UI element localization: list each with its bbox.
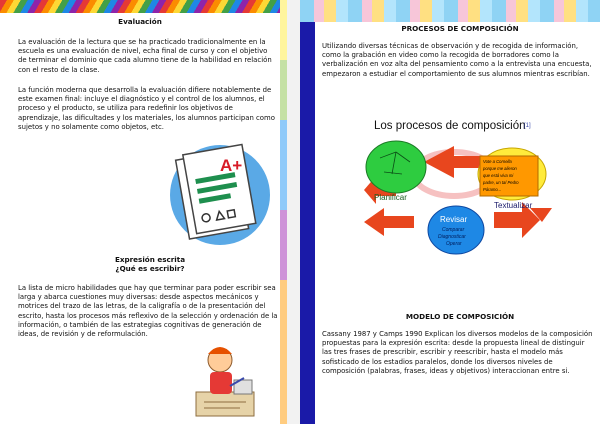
note-line: Vote a Cornella xyxy=(483,159,512,164)
section-title: Evaluación xyxy=(118,17,162,26)
arrow-icon xyxy=(364,208,414,236)
color-strip xyxy=(280,280,287,424)
note-line: padre, un tal Pedro xyxy=(483,180,519,185)
left-page xyxy=(0,0,287,424)
note-line: porque me alieron xyxy=(483,166,517,171)
rainbow-border xyxy=(0,0,287,13)
graded-exam-icon xyxy=(168,137,272,249)
revisar-step: Comparar xyxy=(442,227,465,233)
paragraph: Cassany 1987 y Camps 1990 Explican los diversos modelos de la composición propuestas para la expresión escrita: desde la propuesta lineal de distinguir las tres frases de prescribir, escribir y reescribir, hasta el modelo más sofisticado de los estadios paralelos, donde los diversos niveles de composición (palabras, frases, ideas y objetivos) interaccionan entre si. xyxy=(322,330,593,375)
diagram-title: Los procesos de composición xyxy=(374,120,526,132)
revisar-step: Diagnosticar xyxy=(438,234,466,240)
composition-process-diagram xyxy=(344,112,564,262)
paragraph: Utilizando diversas técnicas de observación y de recogida de información, como la grabación en video como la recogida de borradores como la verbalización en voz alta del pensamiento como a la entrevista una encuesta, empezaron a estudiar el comportamiento de sus alumnos mientras escribían. xyxy=(322,42,592,78)
diagram-ref: [1] xyxy=(524,123,531,129)
revisar-label: Revisar xyxy=(440,215,468,224)
color-strip xyxy=(280,210,287,280)
section-title: PROCESOS DE COMPOSICIÓN xyxy=(401,24,519,33)
color-strip xyxy=(280,60,287,120)
right-page xyxy=(300,0,600,424)
note-line: que está viva mi xyxy=(483,173,514,178)
arrow-icon xyxy=(424,146,484,178)
section-title: MODELO DE COMPOSICIÓN xyxy=(405,312,515,321)
writing-child-cartoon-icon xyxy=(190,342,262,420)
textualizar-label: Textualizar xyxy=(494,201,533,210)
color-strip xyxy=(280,0,287,60)
paragraph: La evaluación de la lectura que se ha practicado tradicionalmente en la escuela es una evaluación de nivel, echa final de curso y con el objetivo de terminar el dominio que cada alumno tiene de la habilidad en relación con el resto de la clase. xyxy=(18,38,272,74)
paragraph: La lista de micro habilidades que hay que terminar para poder escribir sea larga y abarca cuestiones muy diversas: desde aspectos mecánicos y motrices del trazo de las letras, de la caligrafía o de la presentación del escrito, hasta los procesos más reflexivo de la selección y ordenación de la información, o también de las estrategias cognitivas de generación de ideas, de revisión y de reformulación. xyxy=(18,284,278,339)
planificar-label: Planificar xyxy=(374,193,407,202)
subtitle-line: Expresión escrita xyxy=(114,255,186,264)
section-subtitle xyxy=(100,255,200,273)
revisar-step: Operar xyxy=(446,241,462,247)
blue-side-bar xyxy=(300,22,315,424)
paragraph: La función moderna que desarrolla la evaluación difiere notablemente de este examen final: incluye el diagnóstico y el control de los alumnos, el proceso y el producto, se utiliza para redefinir los objetivos de aprendizaje, las dificultades y los materiales, los alumnos participan como sujetos y no solamente como objetos, etc. xyxy=(18,86,275,131)
subtitle-line: ¿Qué es escribir? xyxy=(115,264,185,273)
color-strip xyxy=(280,120,287,210)
note-line: Páramo... xyxy=(483,187,502,192)
exam-grade: A+ xyxy=(220,156,243,175)
kids-border xyxy=(300,0,600,22)
planificar-bubble xyxy=(366,141,426,193)
